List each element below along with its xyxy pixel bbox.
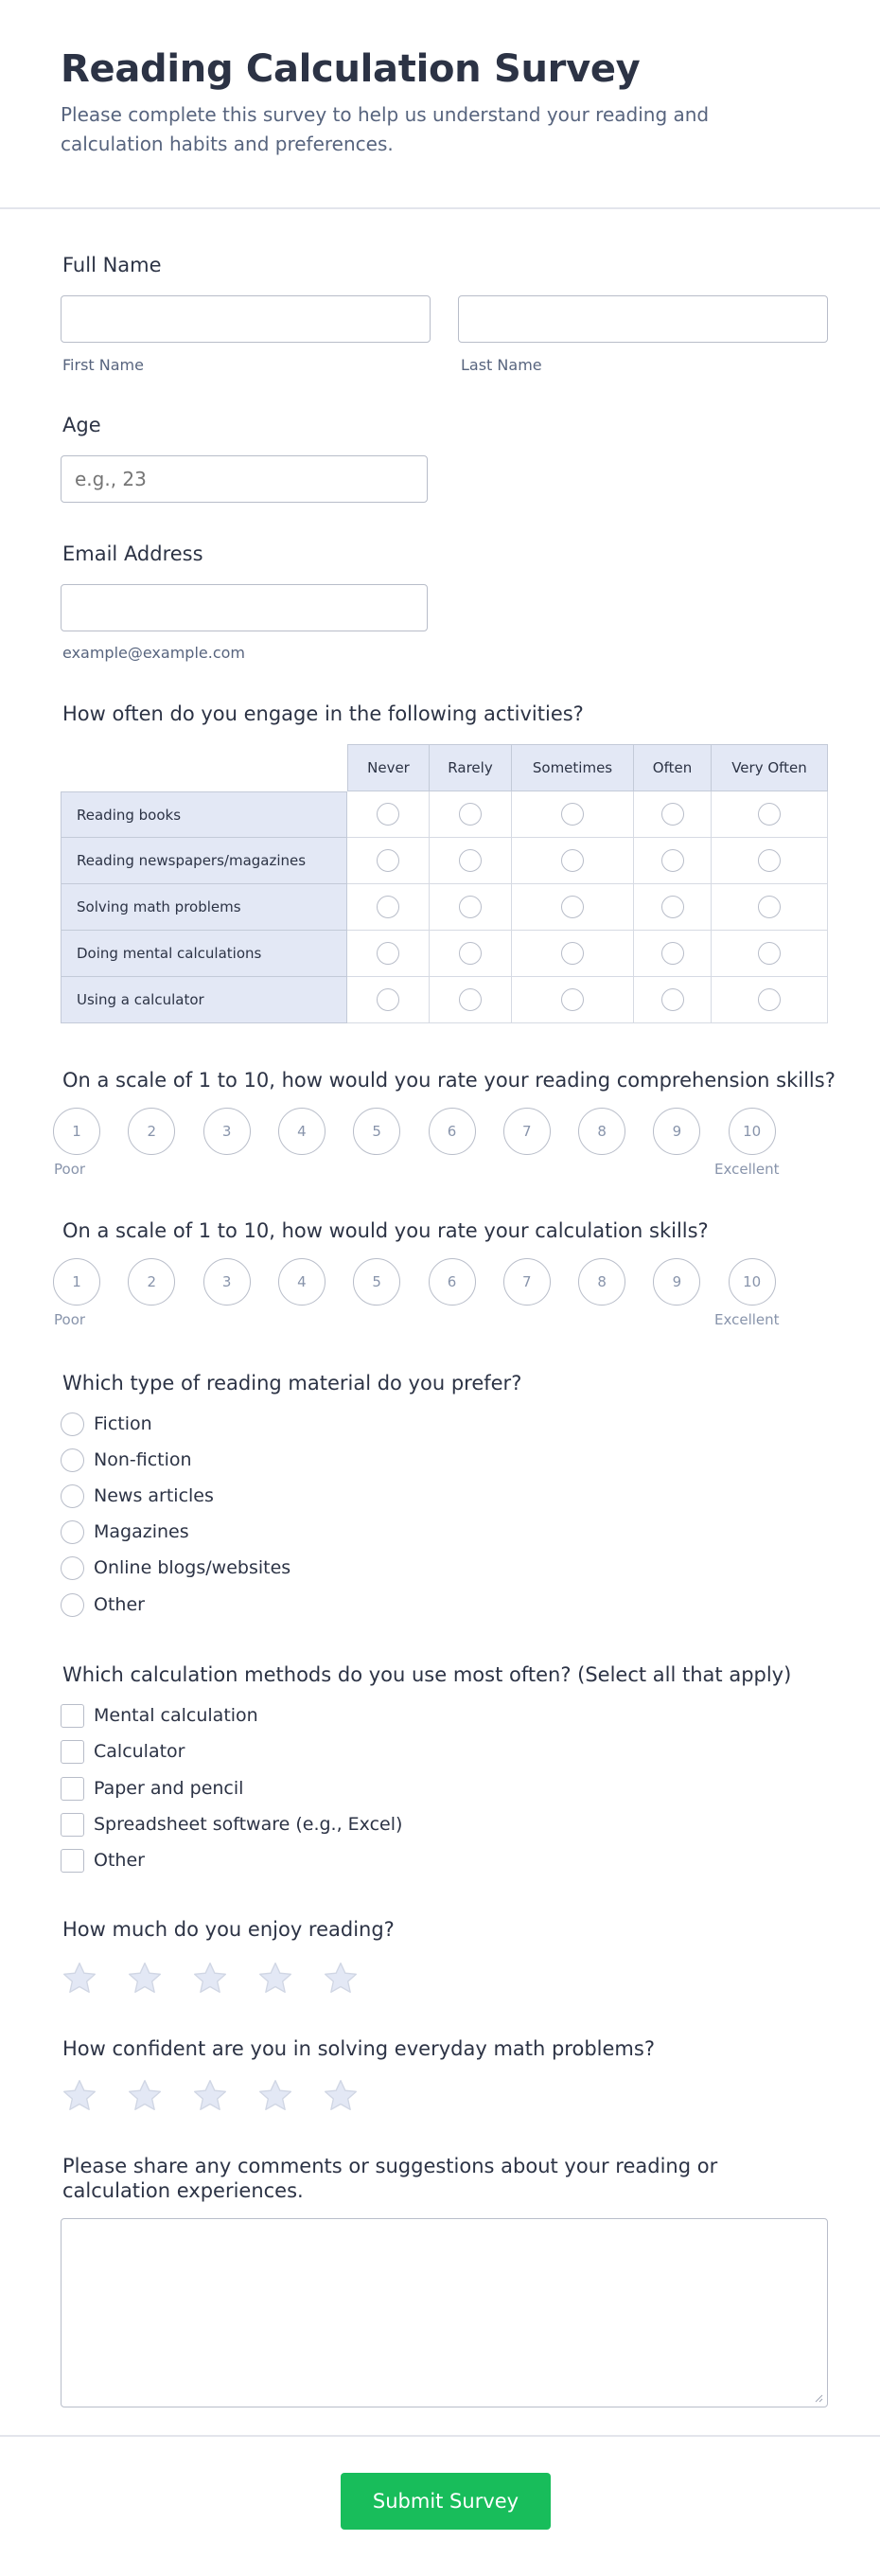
form-description: Please complete this survey to help us understand your reading and calculation habits and preferences. bbox=[61, 103, 710, 155]
scale-option[interactable]: 8 bbox=[578, 1108, 625, 1155]
comments-question: Please share any comments or suggestions about your reading or calculation experiences. bbox=[62, 2155, 718, 2202]
star-icon[interactable] bbox=[191, 2077, 229, 2115]
math-confidence-stars bbox=[61, 2077, 387, 2115]
email-label: Email Address bbox=[62, 542, 203, 565]
scale-option[interactable]: 1 bbox=[53, 1258, 100, 1306]
scale-option[interactable]: 2 bbox=[128, 1258, 175, 1306]
scale-option[interactable]: 4 bbox=[278, 1258, 326, 1306]
matrix-radio[interactable] bbox=[459, 849, 482, 872]
star-icon[interactable] bbox=[256, 2077, 294, 2115]
matrix-radio[interactable] bbox=[377, 942, 399, 965]
matrix-radio[interactable] bbox=[661, 896, 684, 918]
scale-option[interactable]: 3 bbox=[203, 1258, 251, 1306]
first-name-sublabel: First Name bbox=[62, 356, 144, 374]
material-option[interactable]: Other bbox=[61, 1590, 145, 1619]
matrix-radio[interactable] bbox=[377, 849, 399, 872]
form-title: Reading Calculation Survey bbox=[61, 47, 641, 91]
email-sublabel: example@example.com bbox=[62, 644, 245, 662]
scale-option[interactable]: 5 bbox=[353, 1258, 400, 1306]
scale-option[interactable]: 10 bbox=[729, 1258, 776, 1306]
star-icon[interactable] bbox=[322, 1960, 360, 1998]
method-option[interactable]: Other bbox=[61, 1846, 145, 1874]
method-option[interactable]: Spreadsheet software (e.g., Excel) bbox=[61, 1810, 402, 1839]
scale-option[interactable]: 9 bbox=[653, 1258, 700, 1306]
radio-button[interactable] bbox=[61, 1448, 84, 1472]
enjoy-reading-question: How much do you enjoy reading? bbox=[62, 1918, 395, 1941]
age-input[interactable] bbox=[61, 455, 428, 503]
resize-handle-icon[interactable] bbox=[814, 2393, 823, 2403]
method-option[interactable]: Paper and pencil bbox=[61, 1774, 243, 1803]
star-icon[interactable] bbox=[256, 1960, 294, 1998]
matrix-row-label: Doing mental calculations bbox=[61, 931, 347, 977]
matrix-radio[interactable] bbox=[758, 942, 781, 965]
reading-scale-low-label: Poor bbox=[54, 1161, 86, 1178]
radio-button[interactable] bbox=[61, 1520, 84, 1544]
submit-button[interactable]: Submit Survey bbox=[341, 2473, 551, 2530]
scale-option[interactable]: 4 bbox=[278, 1108, 326, 1155]
last-name-input[interactable] bbox=[458, 295, 828, 343]
scale-option[interactable]: 1 bbox=[53, 1108, 100, 1155]
matrix-radio[interactable] bbox=[459, 803, 482, 826]
matrix-radio[interactable] bbox=[758, 896, 781, 918]
scale-option[interactable]: 7 bbox=[503, 1258, 551, 1306]
checkbox[interactable] bbox=[61, 1813, 84, 1837]
scale-option[interactable]: 3 bbox=[203, 1108, 251, 1155]
math-confidence-question: How confident are you in solving everyday math problems? bbox=[62, 2037, 655, 2060]
matrix-radio[interactable] bbox=[561, 849, 584, 872]
last-name-sublabel: Last Name bbox=[461, 356, 542, 374]
matrix-row-label: Reading books bbox=[61, 791, 347, 838]
matrix-question: How often do you engage in the following activities? bbox=[62, 702, 584, 725]
method-option[interactable]: Mental calculation bbox=[61, 1701, 258, 1730]
scale-option[interactable]: 8 bbox=[578, 1258, 625, 1306]
methods-question: Which calculation methods do you use most often? (Select all that apply) bbox=[62, 1663, 792, 1686]
matrix-radio[interactable] bbox=[459, 988, 482, 1011]
matrix-radio[interactable] bbox=[377, 988, 399, 1011]
matrix-col-often: Often bbox=[633, 744, 712, 791]
matrix-radio[interactable] bbox=[661, 803, 684, 826]
matrix-radio[interactable] bbox=[561, 803, 584, 826]
material-option[interactable]: Fiction bbox=[61, 1410, 152, 1438]
matrix-radio[interactable] bbox=[459, 942, 482, 965]
checkbox[interactable] bbox=[61, 1740, 84, 1764]
matrix-row-label: Solving math problems bbox=[61, 884, 347, 931]
checkbox[interactable] bbox=[61, 1777, 84, 1801]
form-header bbox=[0, 0, 880, 209]
scale-option[interactable]: 5 bbox=[353, 1108, 400, 1155]
comments-textarea[interactable] bbox=[61, 2218, 828, 2407]
enjoy-reading-stars bbox=[61, 1960, 387, 1998]
star-icon[interactable] bbox=[191, 1960, 229, 1998]
material-option[interactable]: News articles bbox=[61, 1482, 214, 1510]
matrix-radio[interactable] bbox=[758, 988, 781, 1011]
matrix-radio[interactable] bbox=[758, 803, 781, 826]
star-icon[interactable] bbox=[61, 2077, 98, 2115]
material-option[interactable]: Magazines bbox=[61, 1518, 189, 1546]
star-icon[interactable] bbox=[126, 1960, 164, 1998]
matrix-radio[interactable] bbox=[377, 896, 399, 918]
matrix-radio[interactable] bbox=[377, 803, 399, 826]
matrix-radio[interactable] bbox=[661, 942, 684, 965]
matrix-radio[interactable] bbox=[561, 896, 584, 918]
scale-option[interactable]: 2 bbox=[128, 1108, 175, 1155]
full-name-label: Full Name bbox=[62, 254, 162, 276]
calc-scale-question: On a scale of 1 to 10, how would you rate your calculation skills? bbox=[62, 1219, 709, 1242]
matrix-radio[interactable] bbox=[661, 849, 684, 872]
star-icon[interactable] bbox=[126, 2077, 164, 2115]
radio-button[interactable] bbox=[61, 1484, 84, 1508]
calc-scale-high-label: Excellent bbox=[714, 1311, 780, 1328]
scale-option[interactable]: 9 bbox=[653, 1108, 700, 1155]
matrix-col-rarely: Rarely bbox=[429, 744, 512, 791]
material-option[interactable]: Non-fiction bbox=[61, 1446, 192, 1474]
reading-scale-high-label: Excellent bbox=[714, 1161, 780, 1178]
scale-option[interactable]: 7 bbox=[503, 1108, 551, 1155]
age-label: Age bbox=[62, 414, 101, 436]
star-icon[interactable] bbox=[322, 2077, 360, 2115]
matrix-row-label: Using a calculator bbox=[61, 977, 347, 1023]
checkbox[interactable] bbox=[61, 1704, 84, 1728]
matrix-col-very-often: Very Often bbox=[711, 744, 828, 791]
matrix-col-never: Never bbox=[347, 744, 430, 791]
scale-option[interactable]: 6 bbox=[429, 1108, 476, 1155]
calc-scale-low-label: Poor bbox=[54, 1311, 86, 1328]
matrix-radio[interactable] bbox=[758, 849, 781, 872]
matrix-row-label: Reading newspapers/magazines bbox=[61, 838, 347, 884]
matrix-col-sometimes: Sometimes bbox=[511, 744, 634, 791]
star-icon[interactable] bbox=[61, 1960, 98, 1998]
method-option[interactable]: Calculator bbox=[61, 1737, 185, 1766]
radio-button[interactable] bbox=[61, 1593, 84, 1617]
matrix-radio[interactable] bbox=[561, 942, 584, 965]
material-option[interactable]: Online blogs/websites bbox=[61, 1554, 290, 1582]
material-question: Which type of reading material do you prefer? bbox=[62, 1372, 522, 1395]
scale-option[interactable]: 6 bbox=[429, 1258, 476, 1306]
scale-option[interactable]: 10 bbox=[729, 1108, 776, 1155]
email-input[interactable] bbox=[61, 584, 428, 631]
matrix-radio[interactable] bbox=[561, 988, 584, 1011]
checkbox[interactable] bbox=[61, 1849, 84, 1873]
matrix-radio[interactable] bbox=[459, 896, 482, 918]
activity-matrix bbox=[61, 744, 828, 1026]
first-name-input[interactable] bbox=[61, 295, 431, 343]
radio-button[interactable] bbox=[61, 1556, 84, 1580]
radio-button[interactable] bbox=[61, 1412, 84, 1436]
reading-scale-question: On a scale of 1 to 10, how would you rate your reading comprehension skills? bbox=[62, 1069, 836, 1092]
form-footer bbox=[0, 2435, 880, 2576]
matrix-radio[interactable] bbox=[661, 988, 684, 1011]
